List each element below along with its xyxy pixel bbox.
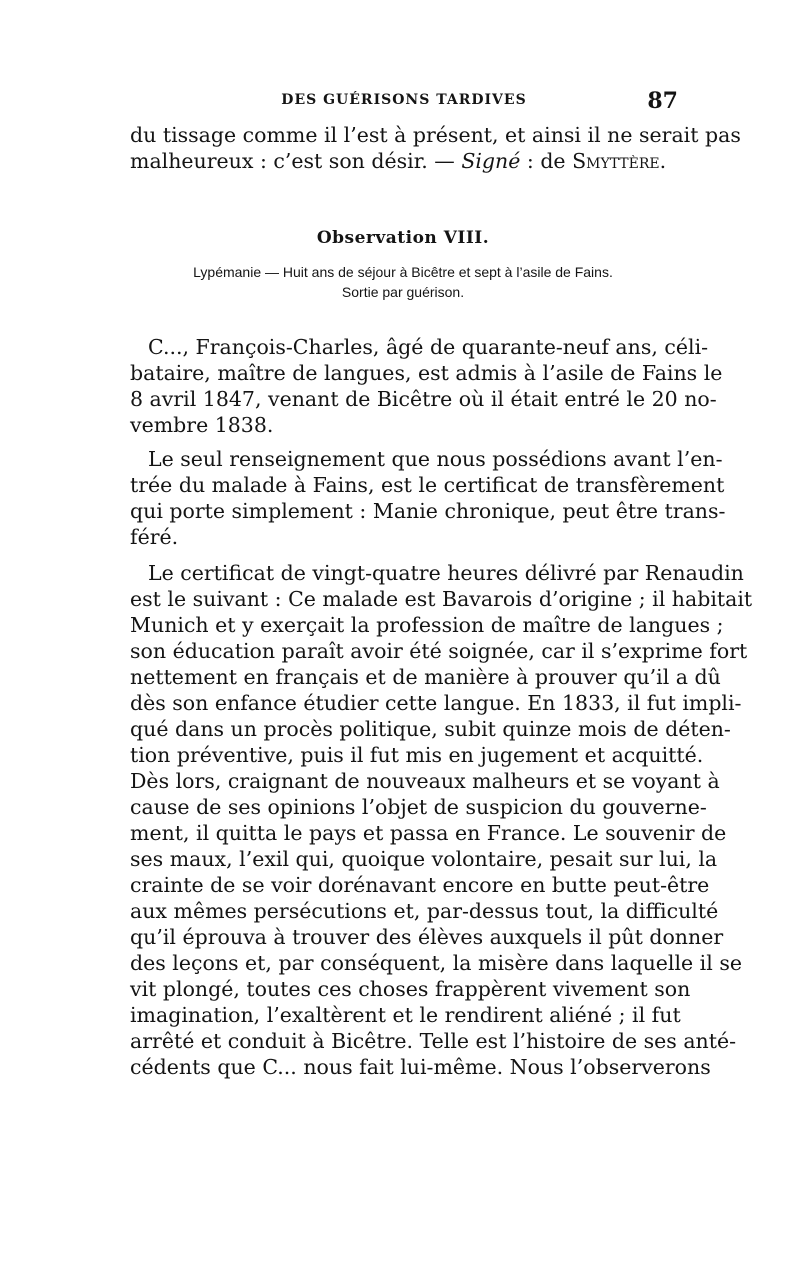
text-line-signature [130,148,676,174]
line-text: malheureux : c’est son désir. — [130,149,462,173]
text-line: aux mêmes persécutions et, par-dessus tout, la difficulté [130,899,719,923]
text-line: est le suivant : Ce malade est Bavarois d’origine ; il habitait [130,587,753,611]
signatory-name: Smyttère. [572,149,667,173]
text-line: Le seul renseignement que nous possédions avant l’en- [148,447,723,471]
observation-title: Observation VIII. [316,228,490,248]
text-line: des leçons et, par conséquent, la misère dans laquelle il se [130,951,742,975]
text-line: féré. [130,525,179,549]
text-line: vit plongé, toutes ces choses frappèrent vivement son [130,977,691,1001]
text-line: ses maux, l’exil qui, quoique volontaire, pesait sur lui, la [130,847,718,871]
text-line: 8 avril 1847, venant de Bicêtre où il était entré le 20 no- [130,387,717,411]
text-line: son éducation paraît avoir été soignée, car il s’exprime fort [130,639,748,663]
line-text: : de [520,149,573,173]
text-line: cédents que C... nous fait lui-même. Nous l’observerons [130,1055,711,1079]
text-line: C..., François-Charles, âgé de quarante-neuf ans, céli- [148,335,709,359]
text-line: qui porte simplement : Manie chronique, peut être trans- [130,499,726,523]
text-line: imagination, l’exaltèrent et le rendirent aliéné ; il fut [130,1003,681,1027]
signed-label: Signé [461,149,521,173]
text-line: dès son enfance étudier cette langue. En 1833, il fut impli- [130,691,742,715]
text-line: trée du malade à Fains, est le certificat de transfèrement [130,473,725,497]
text-line: arrêté et conduit à Bicêtre. Telle est l’histoire de ses anté- [130,1029,737,1053]
text-line: ment, il quitta le pays et passa en France. Le souvenir de [130,821,727,845]
text-line: du tissage comme il l’est à présent, et ainsi il ne serait pas [130,123,741,147]
running-head [128,90,680,114]
text-line: Munich et y exerçait la profession de maître de langues ; [130,613,724,637]
text-line: vembre 1838. [130,413,274,437]
observation-summary: Lypémanie — Huit ans de séjour à Bicêtre et sept à l’asile de Fains. [193,264,613,280]
text-line: cause de ses opinions l’objet de suspicion du gouverne- [130,795,707,819]
text-line: crainte de se voir dorénavant encore en butte peut-être [130,873,710,897]
text-line: tion préventive, puis il fut mis en jugement et acquitté. [130,743,704,767]
observation-summary: Sortie par guérison. [341,284,465,300]
text-line: nettement en français et de manière à prouver qu’il a dû [130,665,721,689]
text-line: Le certificat de vingt-quatre heures délivré par Renaudin [148,561,744,585]
text-line: Dès lors, craignant de nouveaux malheurs et se voyant à [130,769,720,793]
running-title: DES GUÉRISONS TARDIVES [281,92,527,108]
page-number: 87 [647,88,678,114]
text-line: qué dans un procès politique, subit quinze mois de déten- [130,717,731,741]
text-line: bataire, maître de langues, est admis à l’asile de Fains le [130,361,723,385]
text-line: qu’il éprouva à trouver des élèves auxquels il pût donner [130,925,724,949]
